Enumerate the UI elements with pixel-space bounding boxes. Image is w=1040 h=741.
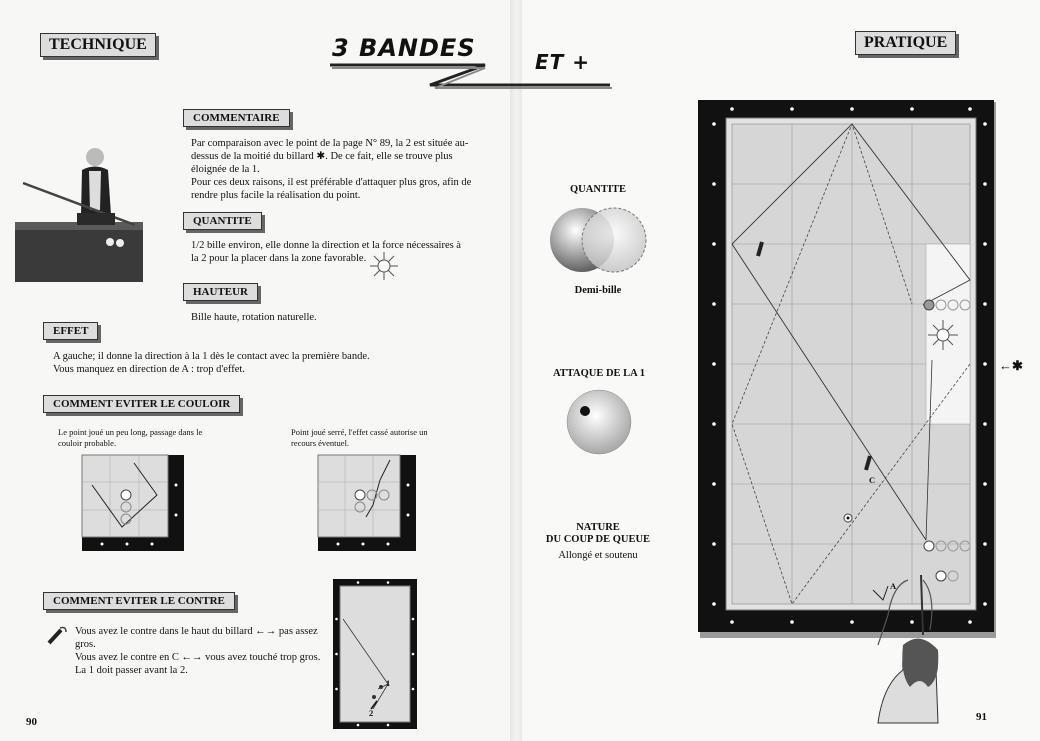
quantite-label: QUANTITE bbox=[569, 184, 626, 195]
effet-text bbox=[53, 350, 443, 376]
caption-left-line-1: Le point joué un peu long, passage dans le bbox=[58, 427, 203, 437]
book-gutter bbox=[510, 0, 522, 741]
couloir-diagram-left bbox=[82, 455, 184, 551]
commentaire-line-2: dessus de la moitié du billard ✱. De ce fait, elle se trouve plus bbox=[191, 151, 453, 162]
effet-line-2: Vous manquez en direction de A : trop d'effet. bbox=[53, 364, 245, 375]
commentaire-text bbox=[191, 137, 481, 202]
commentaire-line-5: rendre plus facile la réalisation du point. bbox=[191, 190, 361, 201]
title-sub: ET + bbox=[535, 50, 591, 74]
heading-hauteur: HAUTEUR bbox=[183, 283, 258, 301]
nature-line-3: Allongé et soutenu bbox=[558, 550, 638, 561]
title-main: 3 BANDES bbox=[332, 34, 476, 62]
demi-bille-label: Demi-bille bbox=[574, 285, 622, 296]
page-number-right: 91 bbox=[976, 711, 987, 723]
page-number-left: 90 bbox=[26, 716, 37, 728]
nature-line-1: NATURE bbox=[576, 522, 620, 533]
contre-line-4: La 1 doit passer avant la 2. bbox=[75, 665, 188, 676]
attack-point-ball-diagram bbox=[566, 389, 632, 455]
heading-commentaire: COMMENTAIRE bbox=[183, 109, 290, 127]
header-pratique: PRATIQUE bbox=[855, 31, 956, 55]
player-photo bbox=[15, 115, 145, 285]
header-technique: TECHNIQUE bbox=[40, 33, 156, 57]
caption-left-line-2: couloir probable. bbox=[58, 438, 117, 448]
table-label-c: C bbox=[869, 475, 876, 485]
heading-contre: COMMENT EVITER LE CONTRE bbox=[43, 592, 235, 610]
nature-line-2: DU COUP DE QUEUE bbox=[545, 534, 651, 545]
heading-couloir: COMMENT EVITER LE COULOIR bbox=[43, 395, 240, 413]
contre-label-2: 2 bbox=[369, 708, 374, 718]
quantite-line-1: 1/2 bille environ, elle donne la direction et la force nécessaires à bbox=[191, 240, 461, 251]
quantite-text bbox=[191, 239, 481, 265]
effet-line-1: A gauche; il donne la direction à la 1 dès le contact avec la première bande. bbox=[53, 351, 370, 362]
heading-effet: EFFET bbox=[43, 322, 98, 340]
caption-right-line-1: Point joué serré, l'effet cassé autorise un bbox=[291, 427, 428, 437]
heading-quantite: QUANTITE bbox=[183, 212, 262, 230]
commentaire-line-1: Par comparaison avec le point de la page N° 89, la 2 est située au- bbox=[191, 138, 469, 149]
contre-diagram bbox=[333, 579, 417, 729]
contre-label-1: 1 bbox=[386, 678, 391, 688]
table-label-star: ←✱ bbox=[999, 358, 1023, 373]
hauteur-text: Bille haute, rotation naturelle. bbox=[191, 312, 317, 323]
billiard-table-diagram bbox=[698, 100, 998, 640]
table-label-a: A bbox=[890, 581, 897, 591]
couloir-diagram-right bbox=[318, 455, 416, 551]
commentaire-line-3: éloignée de la 1. bbox=[191, 164, 260, 175]
cue-tip-icon bbox=[46, 624, 68, 646]
quantite-line-2: la 2 pour la placer dans la zone favorable. bbox=[191, 253, 367, 264]
contre-line-3: Vous avez le contre en C ←→ vous avez touché trop gros. bbox=[75, 652, 321, 663]
couloir-caption-right bbox=[291, 427, 428, 449]
contre-line-2: gros. bbox=[75, 639, 96, 650]
contre-line-1: Vous avez le contre dans le haut du billard ←→ pas assez bbox=[75, 626, 318, 637]
player-illustration bbox=[848, 575, 968, 725]
half-ball-contact-diagram bbox=[548, 205, 648, 275]
sun-icon bbox=[369, 251, 399, 281]
attaque-label: ATTAQUE DE LA 1 bbox=[552, 368, 646, 379]
contre-text bbox=[75, 625, 330, 677]
caption-right-line-2: recours éventuel. bbox=[291, 438, 350, 448]
commentaire-line-4: Pour ces deux raisons, il est préférable d'attaquer plus gros, afin de bbox=[191, 177, 472, 188]
couloir-caption-left bbox=[58, 427, 202, 449]
